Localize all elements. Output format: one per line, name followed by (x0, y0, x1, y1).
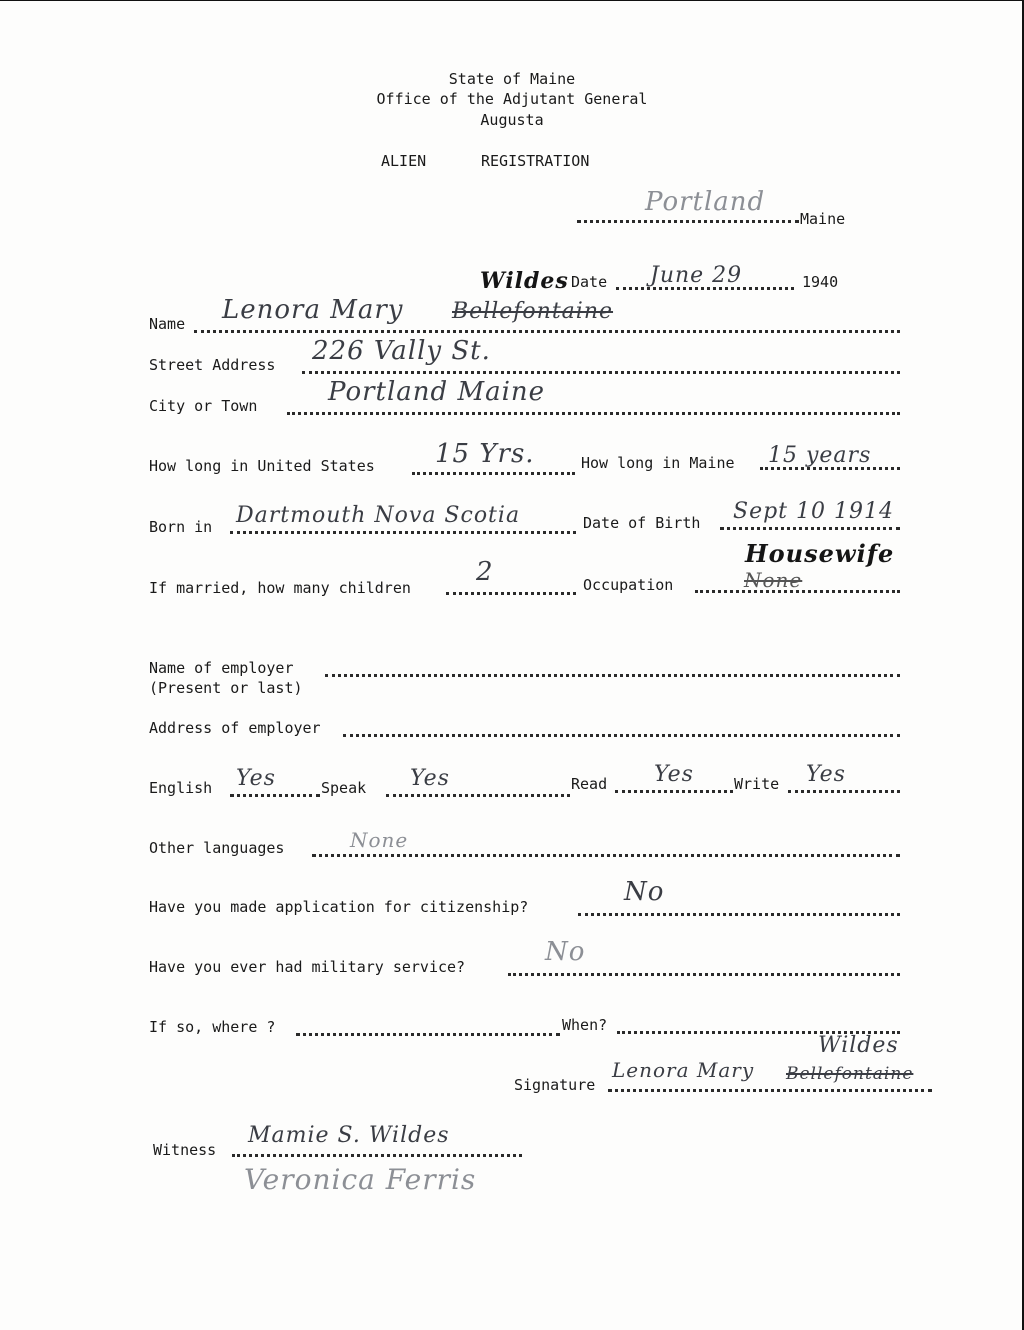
street-label: Street Address (149, 356, 276, 374)
header-city: Augusta (480, 111, 544, 129)
born-label: Born in (149, 518, 213, 536)
header-office: Office of the Adjutant General (376, 90, 648, 108)
born-dots (230, 531, 576, 534)
city-dots (287, 412, 900, 415)
location-dots (577, 220, 799, 223)
name-struck: Bellefontaine (452, 299, 614, 324)
us-duration-label: How long in United States (149, 457, 375, 475)
children-value: 2 (476, 557, 494, 587)
location-label: Maine (800, 210, 846, 228)
employer-address-dots (343, 734, 900, 737)
citizenship-dots (578, 913, 900, 916)
witness-label: Witness (153, 1141, 217, 1159)
english-dots (230, 794, 320, 797)
date-label: Date (571, 273, 608, 291)
occupation-struck: None (744, 568, 803, 592)
occupation-label: Occupation (583, 576, 674, 594)
children-label: If married, how many children (149, 579, 411, 597)
citizenship-label: Have you made application for citizenship? (149, 898, 529, 916)
employer-name-label: Name of employer (149, 659, 294, 677)
header-state: State of Maine (448, 70, 576, 88)
signature-value: Lenora Mary (612, 1058, 755, 1082)
date-value: June 29 (650, 263, 743, 288)
witness-name-2: Veronica Ferris (244, 1163, 477, 1196)
citizenship-value: No (624, 877, 665, 907)
street-dots (302, 371, 900, 374)
street-value: 226 Vally St. (312, 336, 491, 366)
city-value: Portland Maine (328, 377, 546, 407)
maine-duration-label: How long in Maine (581, 454, 735, 472)
other-languages-dots (312, 854, 900, 857)
name-label: Name (149, 315, 186, 333)
us-duration-value: 15 Yrs. (435, 439, 535, 469)
write-value: Yes (806, 762, 846, 787)
military-value: No (545, 937, 586, 967)
name-correction: Wildes (480, 268, 569, 294)
employer-address-label: Address of employer (149, 719, 321, 737)
when-label: When? (562, 1016, 608, 1034)
write-label: Write (734, 775, 780, 793)
witness-name-1: Mamie S. Wildes (248, 1123, 450, 1148)
signature-dots (608, 1089, 932, 1092)
read-label: Read (571, 775, 608, 793)
speak-label: Speak (321, 779, 367, 797)
military-dots (508, 973, 900, 976)
title-alien: ALIEN (381, 152, 427, 170)
dob-dots (720, 527, 900, 530)
maine-duration-value: 15 years (768, 443, 872, 468)
write-dots (788, 790, 900, 793)
title-registration: REGISTRATION (481, 152, 590, 170)
occupation-value: Housewife (745, 539, 895, 568)
signature-label: Signature (514, 1076, 596, 1094)
where-dots (296, 1033, 560, 1036)
read-value: Yes (654, 762, 694, 787)
name-dots (194, 330, 900, 333)
read-dots (615, 790, 733, 793)
dob-value: Sept 10 1914 (733, 499, 894, 524)
speak-value: Yes (410, 766, 450, 791)
other-languages-label: Other languages (149, 839, 285, 857)
location-value: Portland (645, 187, 766, 217)
name-value: Lenora Mary (222, 295, 404, 325)
other-languages-value: None (350, 828, 409, 852)
us-duration-dots (412, 472, 575, 475)
signature-correction: Wildes (818, 1033, 899, 1058)
top-edge (0, 0, 1024, 1)
english-value: Yes (236, 766, 276, 791)
employer-name-dots (325, 674, 900, 677)
born-value: Dartmouth Nova Scotia (236, 503, 521, 528)
date-year: 1940 (802, 273, 839, 291)
witness-dots (232, 1154, 522, 1157)
english-label: English (149, 779, 213, 797)
children-dots (446, 592, 576, 595)
signature-struck: Bellefontaine (786, 1064, 914, 1084)
where-label: If so, where ? (149, 1018, 276, 1036)
speak-dots (386, 794, 570, 797)
military-label: Have you ever had military service? (149, 958, 466, 976)
dob-label: Date of Birth (583, 514, 701, 532)
city-label: City or Town (149, 397, 258, 415)
employer-name-sublabel: (Present or last) (149, 679, 303, 697)
